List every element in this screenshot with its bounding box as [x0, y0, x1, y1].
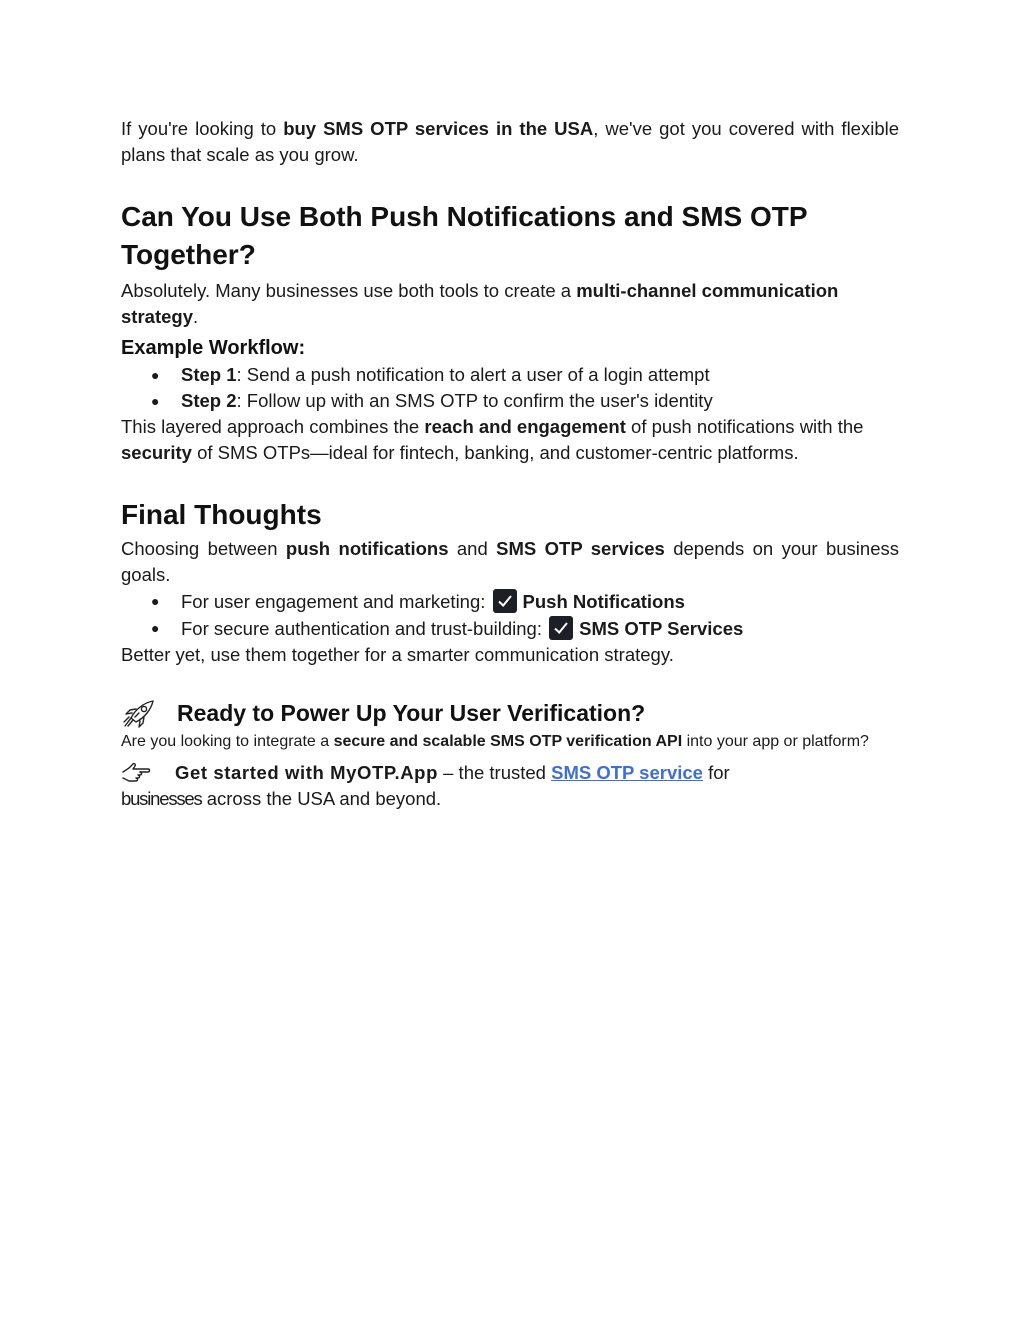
workflow-steps-list [121, 362, 899, 414]
subheading-example-workflow: Example Workflow: [121, 337, 306, 359]
cta-get-started-line [121, 760, 813, 786]
check-mark-icon [493, 589, 517, 613]
section-heading-final-thoughts: Final Thoughts [121, 499, 322, 530]
list-item [121, 615, 899, 642]
recommendation-text: For secure authentication and trust-building: [181, 618, 548, 639]
cta-bold-api: secure and scalable SMS OTP verification API [333, 733, 683, 750]
closing-bold-security: security [121, 442, 192, 463]
section2-text: depends on your business goals. [121, 538, 899, 585]
bullet-icon: ● [151, 593, 160, 609]
bullet-icon: ● [151, 620, 160, 636]
section2-text: and [448, 538, 497, 559]
section-heading-together: Can You Use Both Push Notifications and SMS OTP Together? [121, 201, 808, 270]
recommendation-choice: Push Notifications [522, 591, 685, 612]
cta-paragraph [121, 730, 899, 754]
cta-line-text: – the trusted [437, 762, 552, 783]
list-item [121, 388, 899, 414]
cta-line-tail [121, 786, 899, 812]
bullet-icon: ● [151, 393, 160, 409]
document-body [121, 116, 899, 812]
list-item [121, 588, 899, 615]
closing-bold-reach: reach and engagement [424, 416, 626, 437]
step-label: Step 1 [181, 364, 237, 385]
intro-text: If you're looking to [121, 118, 284, 139]
bullet-icon: ● [151, 367, 160, 383]
section1-paragraph [121, 278, 899, 330]
cta-line-text-end: for [702, 762, 730, 783]
get-started-bold: Get started with MyOTP.App [175, 762, 438, 783]
intro-text-end: , we've got you covered with flexible plans that scale as you grow. [121, 118, 900, 165]
section2-bold-sms: SMS OTP services [496, 538, 665, 559]
check-mark-icon [549, 616, 573, 640]
cta-text: Are you looking to integrate a [121, 733, 334, 750]
cta-tail-text: across the USA and beyond. [201, 788, 442, 809]
intro-paragraph [121, 116, 899, 168]
step-label: Step 2 [181, 390, 237, 411]
cta-heading: Ready to Power Up Your User Verification? [177, 700, 646, 726]
recommendation-text: For user engagement and marketing: [181, 591, 491, 612]
section2-paragraph [121, 536, 899, 588]
closing-text: of SMS OTPs—ideal for fintech, banking, and customer-centric platforms. [191, 442, 799, 463]
closing-text: of push notifications with the [625, 416, 864, 437]
rocket-icon [121, 698, 157, 728]
section1-text: Absolutely. Many businesses use both tools to create a [121, 280, 577, 301]
sms-otp-service-link[interactable]: SMS OTP service [551, 762, 703, 783]
section2-bold-push: push notifications [285, 538, 449, 559]
cta-heading-row [121, 698, 899, 728]
section1-closing-paragraph [121, 414, 899, 466]
cta-tail-compressed: businesses [121, 788, 202, 809]
list-item [121, 362, 899, 388]
closing-text: This layered approach combines the [121, 416, 425, 437]
section2-text: Choosing between [121, 538, 286, 559]
pointing-hand-icon [121, 761, 151, 783]
recommendation-choice: SMS OTP Services [579, 618, 744, 639]
section1-bold-phrase: multi-channel communication strategy [121, 280, 839, 327]
section1-text-end: . [192, 306, 199, 327]
intro-bold-phrase: buy SMS OTP services in the USA [283, 118, 594, 139]
section2-closing-paragraph: Better yet, use them together for a smarter communication strategy. [121, 644, 674, 665]
cta-text-end: into your app or platform? [682, 733, 869, 750]
step-text: : Send a push notification to alert a user of a login attempt [236, 364, 710, 385]
recommendation-list [121, 588, 899, 642]
step-text: : Follow up with an SMS OTP to confirm the user's identity [236, 390, 713, 411]
